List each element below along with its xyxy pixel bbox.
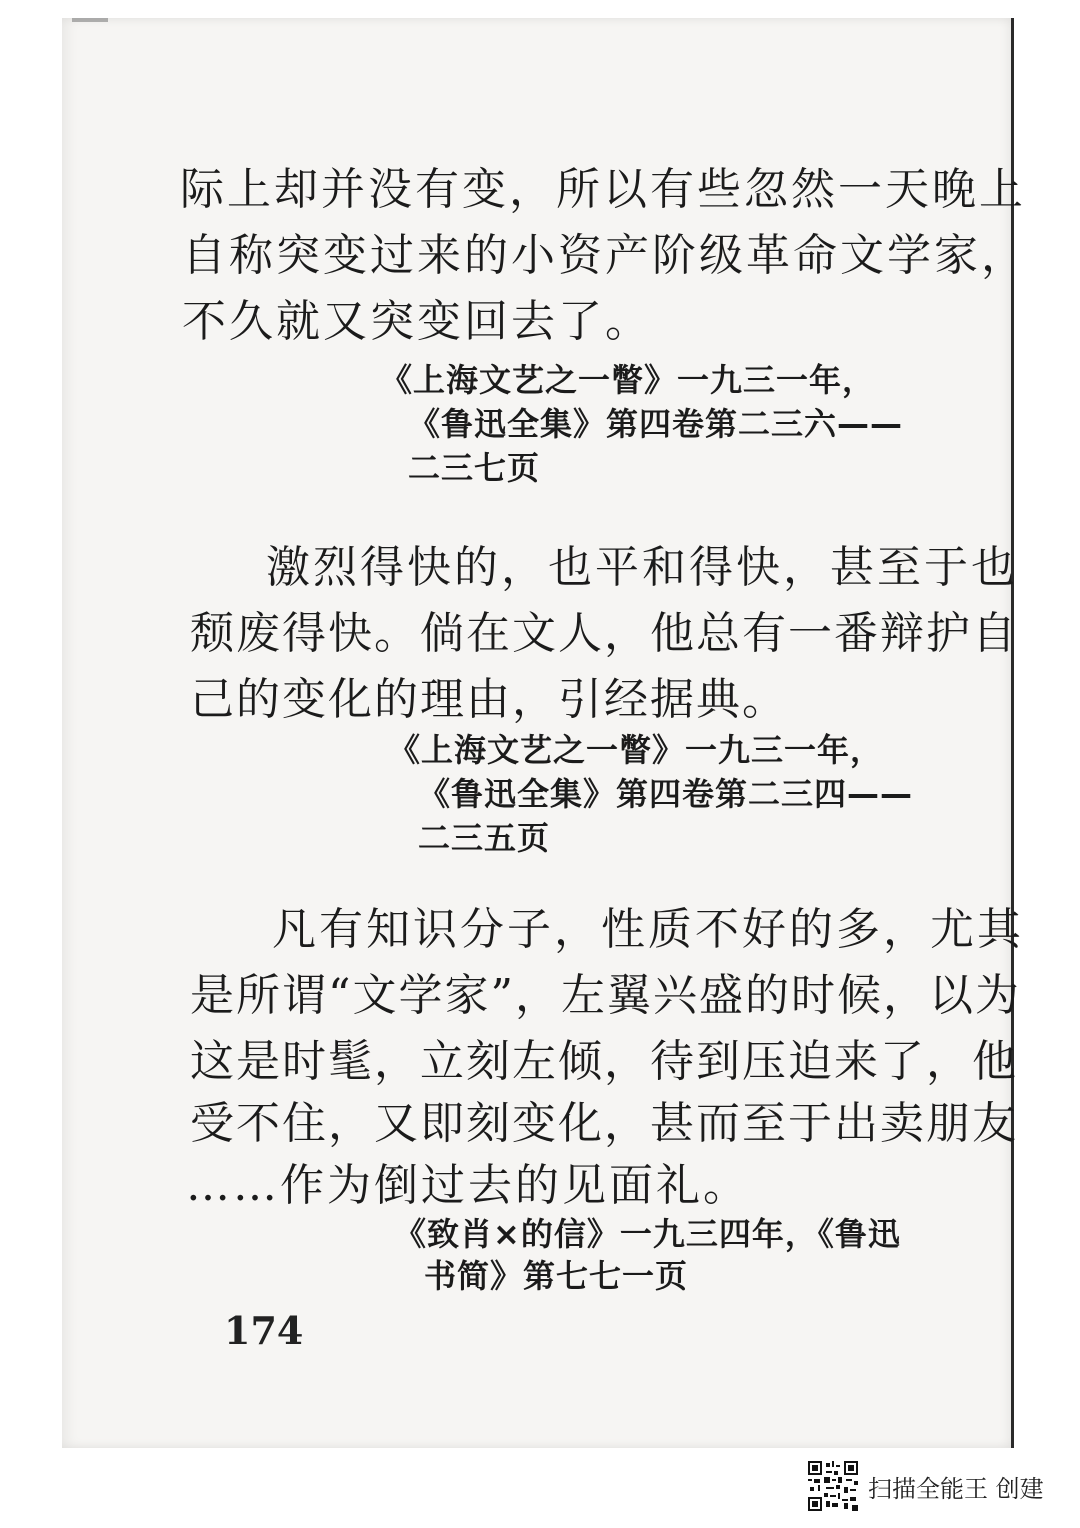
book-page bbox=[62, 18, 1028, 1448]
citation-1-line-1: 《上海文艺之一瞥》一九三一年， bbox=[380, 361, 876, 399]
paragraph-3-line-2: 是所谓“文学家”，左翼兴盛的时候，以为 bbox=[190, 970, 1021, 1021]
citation-1-line-2: 《鲁迅全集》第四卷第二三六—— bbox=[408, 405, 904, 443]
citation-3-line-1: 《致肖×的信》一九三四年，《鲁迅 bbox=[394, 1215, 901, 1253]
page-content bbox=[62, 18, 1028, 1448]
scanner-watermark bbox=[808, 1460, 1044, 1512]
qr-code-icon bbox=[808, 1461, 858, 1511]
citation-2-line-1: 《上海文艺之一瞥》一九三一年， bbox=[388, 731, 884, 769]
citation-2-line-2: 《鲁迅全集》第四卷第二三四—— bbox=[418, 775, 914, 813]
citation-2-line-3: 二三五页 bbox=[418, 819, 551, 857]
paragraph-3-line-3: 这是时髦，立刻左倾，待到压迫来了，他 bbox=[190, 1036, 1018, 1087]
paragraph-1-line-3: 不久就又突变回去了。 bbox=[182, 296, 652, 347]
paragraph-3-line-1: 凡有知识分子，性质不好的多，尤其 bbox=[272, 904, 1024, 955]
paragraph-2-line-3: 己的变化的理由，引经据典。 bbox=[190, 674, 788, 725]
paragraph-2-line-1: 激烈得快的，也平和得快，甚至于也 bbox=[266, 542, 1018, 593]
page-number: 174 bbox=[224, 1308, 304, 1353]
citation-1-line-3: 二三七页 bbox=[408, 449, 541, 487]
citation-3-line-2: 书简》第七七一页 bbox=[424, 1257, 689, 1295]
paragraph-2-line-2: 颓废得快。倘在文人，他总有一番辩护自 bbox=[190, 608, 1018, 659]
paragraph-3-line-5: ……作为倒过去的见面礼。 bbox=[186, 1160, 750, 1211]
paragraph-3-line-4: 受不住，又即刻变化，甚而至于出卖朋友 bbox=[190, 1098, 1018, 1149]
paragraph-1-line-1: 际上却并没有变，所以有些忽然一天晚上 bbox=[180, 164, 1026, 215]
paragraph-1-line-2: 自称突变过来的小资产阶级革命文学家， bbox=[182, 230, 1028, 281]
watermark-text: 扫描全能王 创建 bbox=[868, 1474, 1044, 1503]
